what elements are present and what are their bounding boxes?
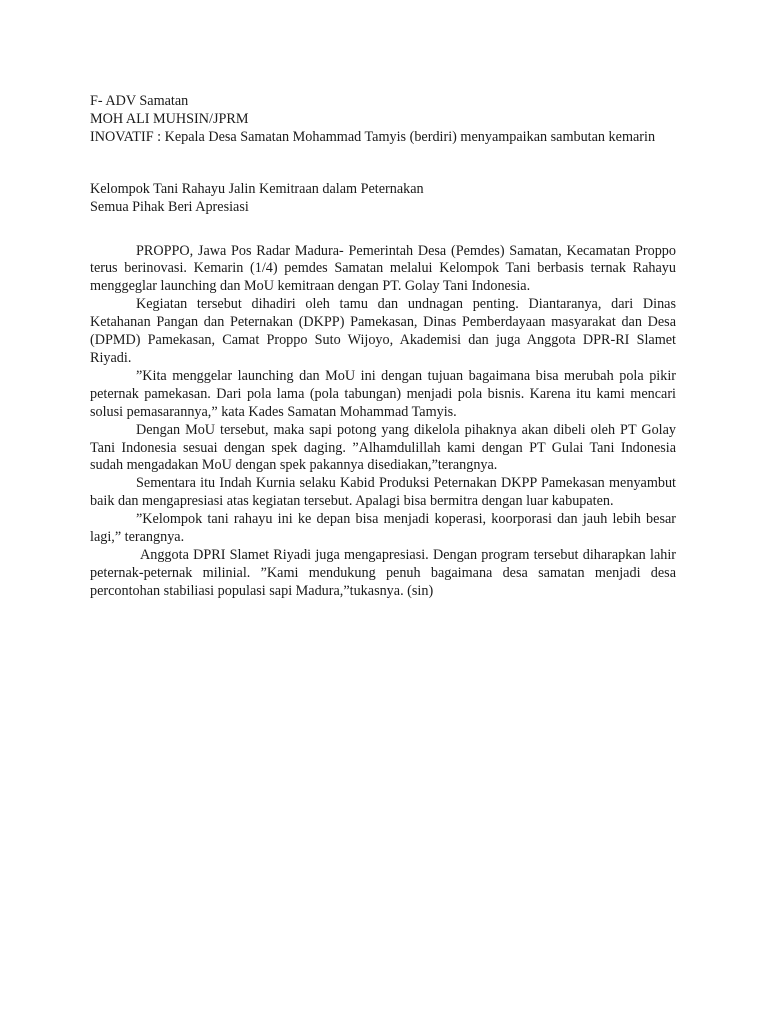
body-paragraph: PROPPO, Jawa Pos Radar Madura- Pemerintah Desa (Pemdes) Samatan, Kecamatan Proppo terus berinovasi. Kemarin (1/4) pemdes Samatan melalui Kelompok Tani berbasis ternak Rahayu menggeglar launching dan MoU kemitraan dengan PT. Golay Tani Indonesia. xyxy=(90,242,676,295)
body-paragraph: Dengan MoU tersebut, maka sapi potong yang dikelola pihaknya akan dibeli oleh PT Golay Tani Indonesia sesuai dengan spek daging. ”Alhamdulillah kami dengan PT Gulai Tani Indonesia sudah mengadakan MoU dengan spek pakannya disediakan,”terangnya. xyxy=(90,421,676,474)
headline-block xyxy=(90,181,676,217)
body-paragraph: ”Kita menggelar launching dan MoU ini dengan tujuan bagaimana bisa merubah pola pikir peternak pamekasan. Dari pola lama (pola tabungan) menjadi pola bisnis. Karena itu kami mencari solusi pemasarannya,” kata Kades Samatan Mohammad Tamyis. xyxy=(90,367,676,420)
body-paragraph: Kegiatan tersebut dihadiri oleh tamu dan undnagan penting. Diantaranya, dari Dinas Ketahanan Pangan dan Peternakan (DKPP) Pamekasan, Dinas Pemberdayaan masyarakat dan Desa (DPMD) Pamekasan, Camat Proppo Suto Wijoyo, Akademisi dan juga Anggota DPR-RI Slamet Riyadi. xyxy=(90,296,676,366)
article-body xyxy=(90,243,676,601)
photo-caption: INOVATIF : Kepala Desa Samatan Mohammad Tamyis (berdiri) menyampaikan sambutan kemarin xyxy=(90,128,656,145)
article-subtitle: Semua Pihak Beri Apresiasi xyxy=(90,198,249,215)
body-paragraph: ”Kelompok tani rahayu ini ke depan bisa menjadi koperasi, koorporasi dan jauh lebih besar lagi,” terangnya. xyxy=(90,511,676,546)
body-paragraph: Sementara itu Indah Kurnia selaku Kabid Produksi Peternakan DKPP Pamekasan menyambut baik dan mengapresiasi atas kegiatan tersebut. Apalagi bisa bermitra dengan luar kabupaten. xyxy=(90,475,676,510)
photo-credit-code: F- ADV Samatan xyxy=(90,93,189,109)
article-title: Kelompok Tani Rahayu Jalin Kemitraan dalam Peternakan xyxy=(90,180,424,197)
body-paragraph: Anggota DPRI Slamet Riyadi juga mengapresiasi. Dengan program tersebut diharapkan lahir peternak-peternak milinial. ”Kami mendukung penuh bagaimana desa samatan menjadi desa percontohan stabiliasi populasi sapi Madura,”tukasnya. (sin) xyxy=(90,546,676,599)
photographer-credit: MOH ALI MUHSIN/JPRM xyxy=(90,110,249,127)
document-page xyxy=(90,93,676,601)
